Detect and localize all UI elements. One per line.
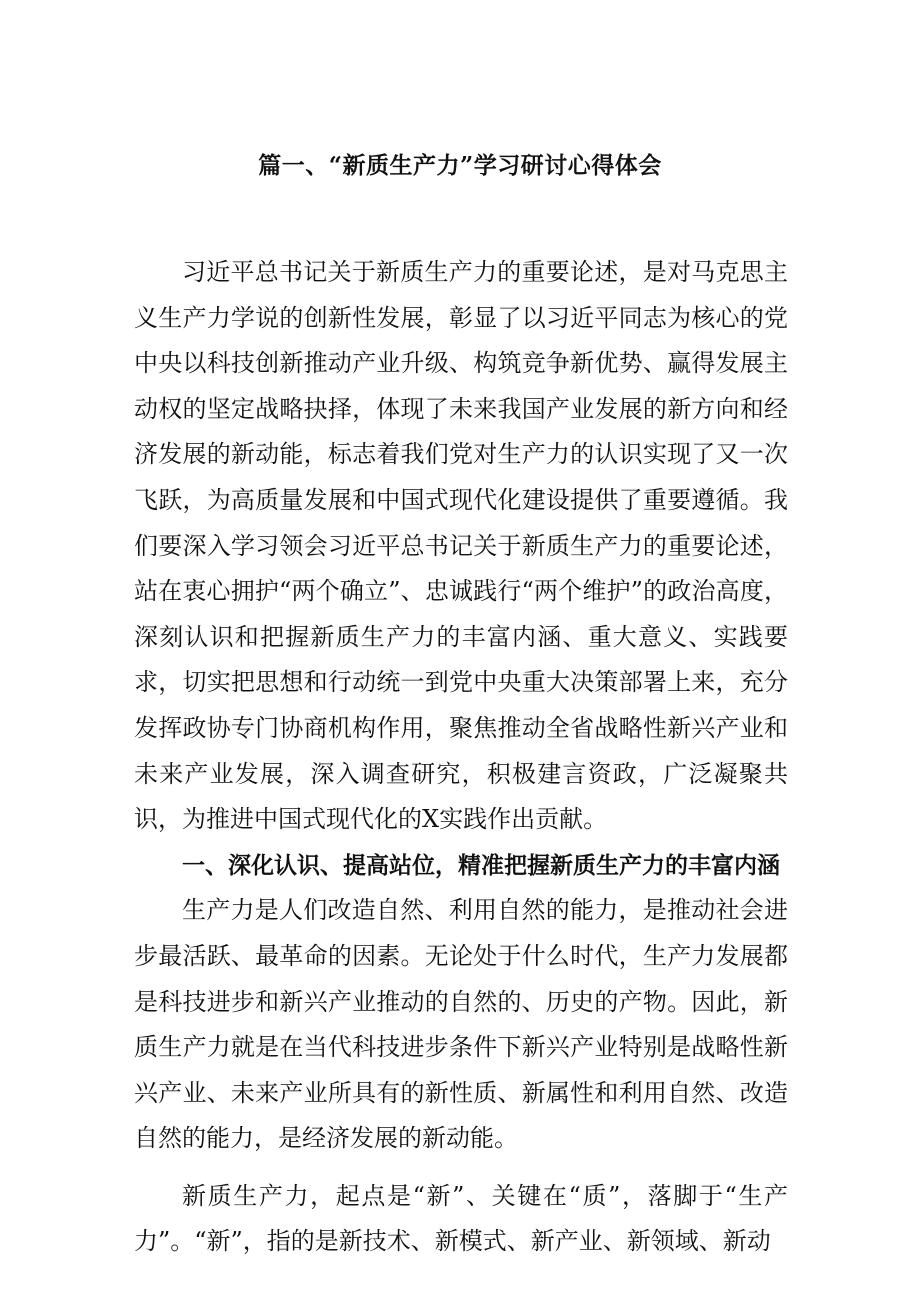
document-body bbox=[134, 250, 788, 1265]
section-paragraph: 生产力是人们改造自然、利用自然的能力，是推动社会进步最活跃、最革命的因素。无论处于什么时代，生产力发展都是科技进步和新兴产业推动的自然的、历史的产物。因此，新质生产力就是在当代科技进步条件下新兴产业特别是战略性新兴产业、未来产业所具有的新性质、新属性和利用自然、改造自然的能力，是经济发展的新动能。 bbox=[134, 896, 788, 1153]
intro-paragraph: 习近平总书记关于新质生产力的重要论述，是对马克思主义生产力学说的创新性发展，彰显了以习近平同志为核心的党中央以科技创新推动产业升级、构筑竞争新优势、赢得发展主动权的坚定战略抉择，体现了未来我国产业发展的新方向和经济发展的新动能，标志着我们党对生产力的认识实现了又一次飞跃，为高质量发展和中国式现代化建设提供了重要遵循。我们要深入学习领会习近平总书记关于新质生产力的重要论述，站在衷心拥护“两个确立”、忠诚践行“两个维护”的政治高度，深刻认识和把握新质生产力的丰富内涵、重大意义、实践要求，切实把思想和行动统一到党中央重大决策部署上来，充分发挥政协专门协商机构作用，聚焦推动全省战略性新兴产业和未来产业发展，深入调查研究，积极建言资政，广泛凝聚共识，为推进中国式现代化的X实践作出贡献。 bbox=[134, 258, 788, 834]
section-heading: 一、深化认识、提高站位，精准把握新质生产力的丰富内涵 bbox=[182, 851, 780, 879]
document-title: 篇一、“新质生产力”学习研讨心得体会 bbox=[258, 152, 662, 179]
section-paragraph: 新质生产力，起点是“新”、关键在“质”，落脚于“生产力”。“新”，指的是新技术、新模式、新产业、新领域、新动 bbox=[134, 1181, 788, 1256]
